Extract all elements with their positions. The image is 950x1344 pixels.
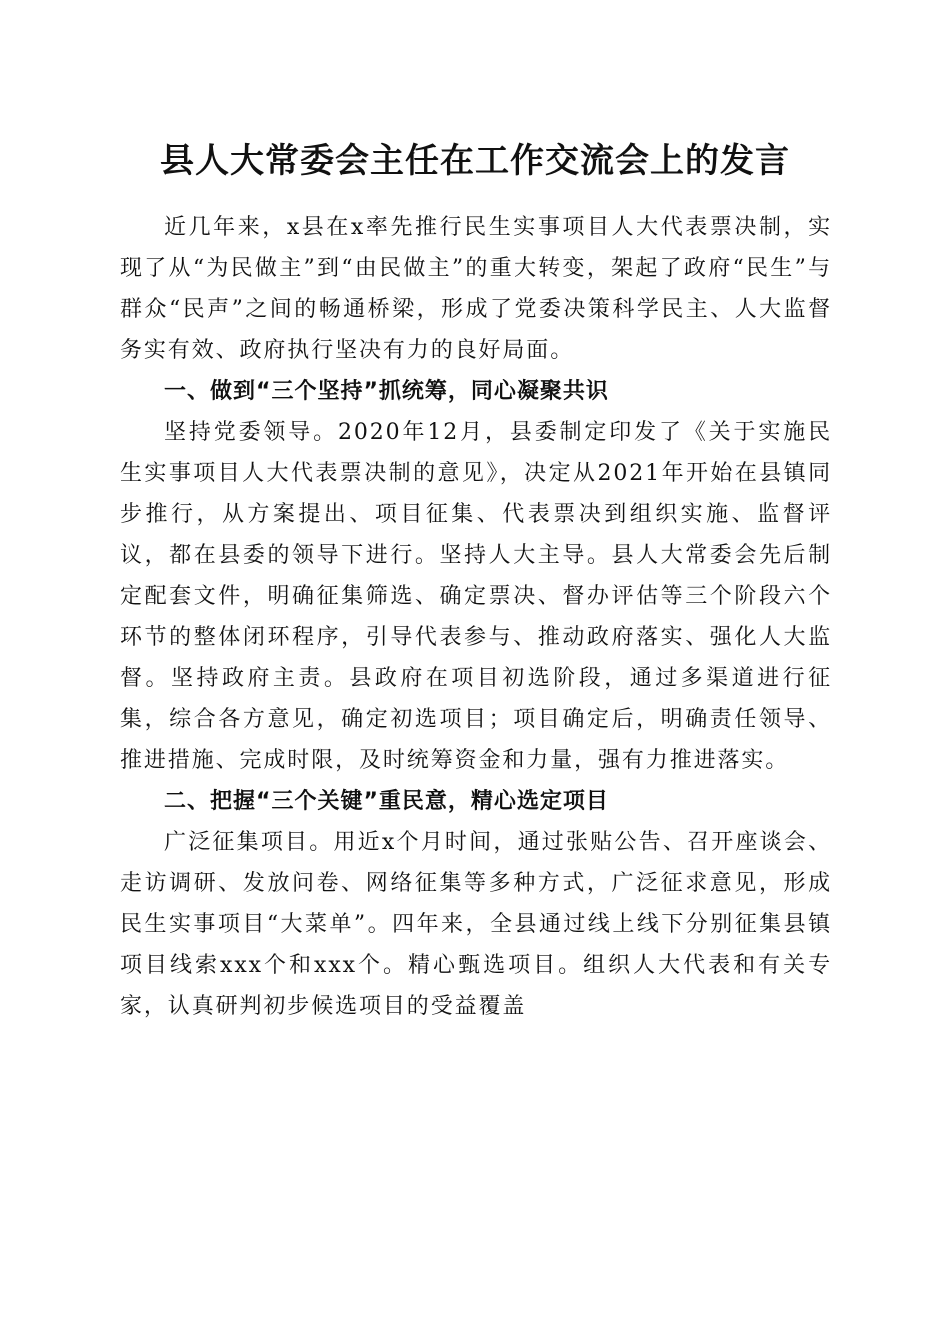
document-title: 县人大常委会主任在工作交流会上的发言 [160,141,790,181]
document-body [120,207,832,1027]
section-1-paragraph: 坚持党委领导。2020年12月，县委制定印发了《关于实施民生实事项目人大代表票决制的意见》，决定从2021年开始在县镇同步推行，从方案提出、项目征集、代表票决到组织实施、监督评议，都在县委的领导下进行。坚持人大主导。县人大常委会先后制定配套文件，明确征集筛选、确定票决、督办评估等三个阶段六个环节的整体闭环程序，引导代表参与、推动政府落实、强化人大监督。坚持政府主责。县政府在项目初选阶段，通过多渠道进行征集，综合各方意见，确定初选项目；项目确定后，明确责任领导、推进措施、完成时限，及时统筹资金和力量，强有力推进落实。 [120,420,832,773]
section-heading-1: 一、做到“三个坚持”抓统筹，同心凝聚共识 [164,379,609,404]
section-heading-2: 二、把握“三个关键”重民意，精心选定项目 [164,789,609,814]
section-2-paragraph: 广泛征集项目。用近x个月时间，通过张贴公告、召开座谈会、走访调研、发放问卷、网络征集等多种方式，广泛征求意见，形成民生实事项目“大菜单”。四年来，全县通过线上线下分别征集县镇项目线索xxx个和xxx个。精心甄选项目。组织人大代表和有关专家，认真研判初步候选项目的受益覆盖 [120,830,832,1019]
intro-paragraph: 近几年来，x县在x率先推行民生实事项目人大代表票决制，实现了从“为民做主”到“由民做主”的重大转变，架起了政府“民生”与群众“民声”之间的畅通桥梁，形成了党委决策科学民主、人大监督务实有效、政府执行坚决有力的良好局面。 [120,215,832,363]
